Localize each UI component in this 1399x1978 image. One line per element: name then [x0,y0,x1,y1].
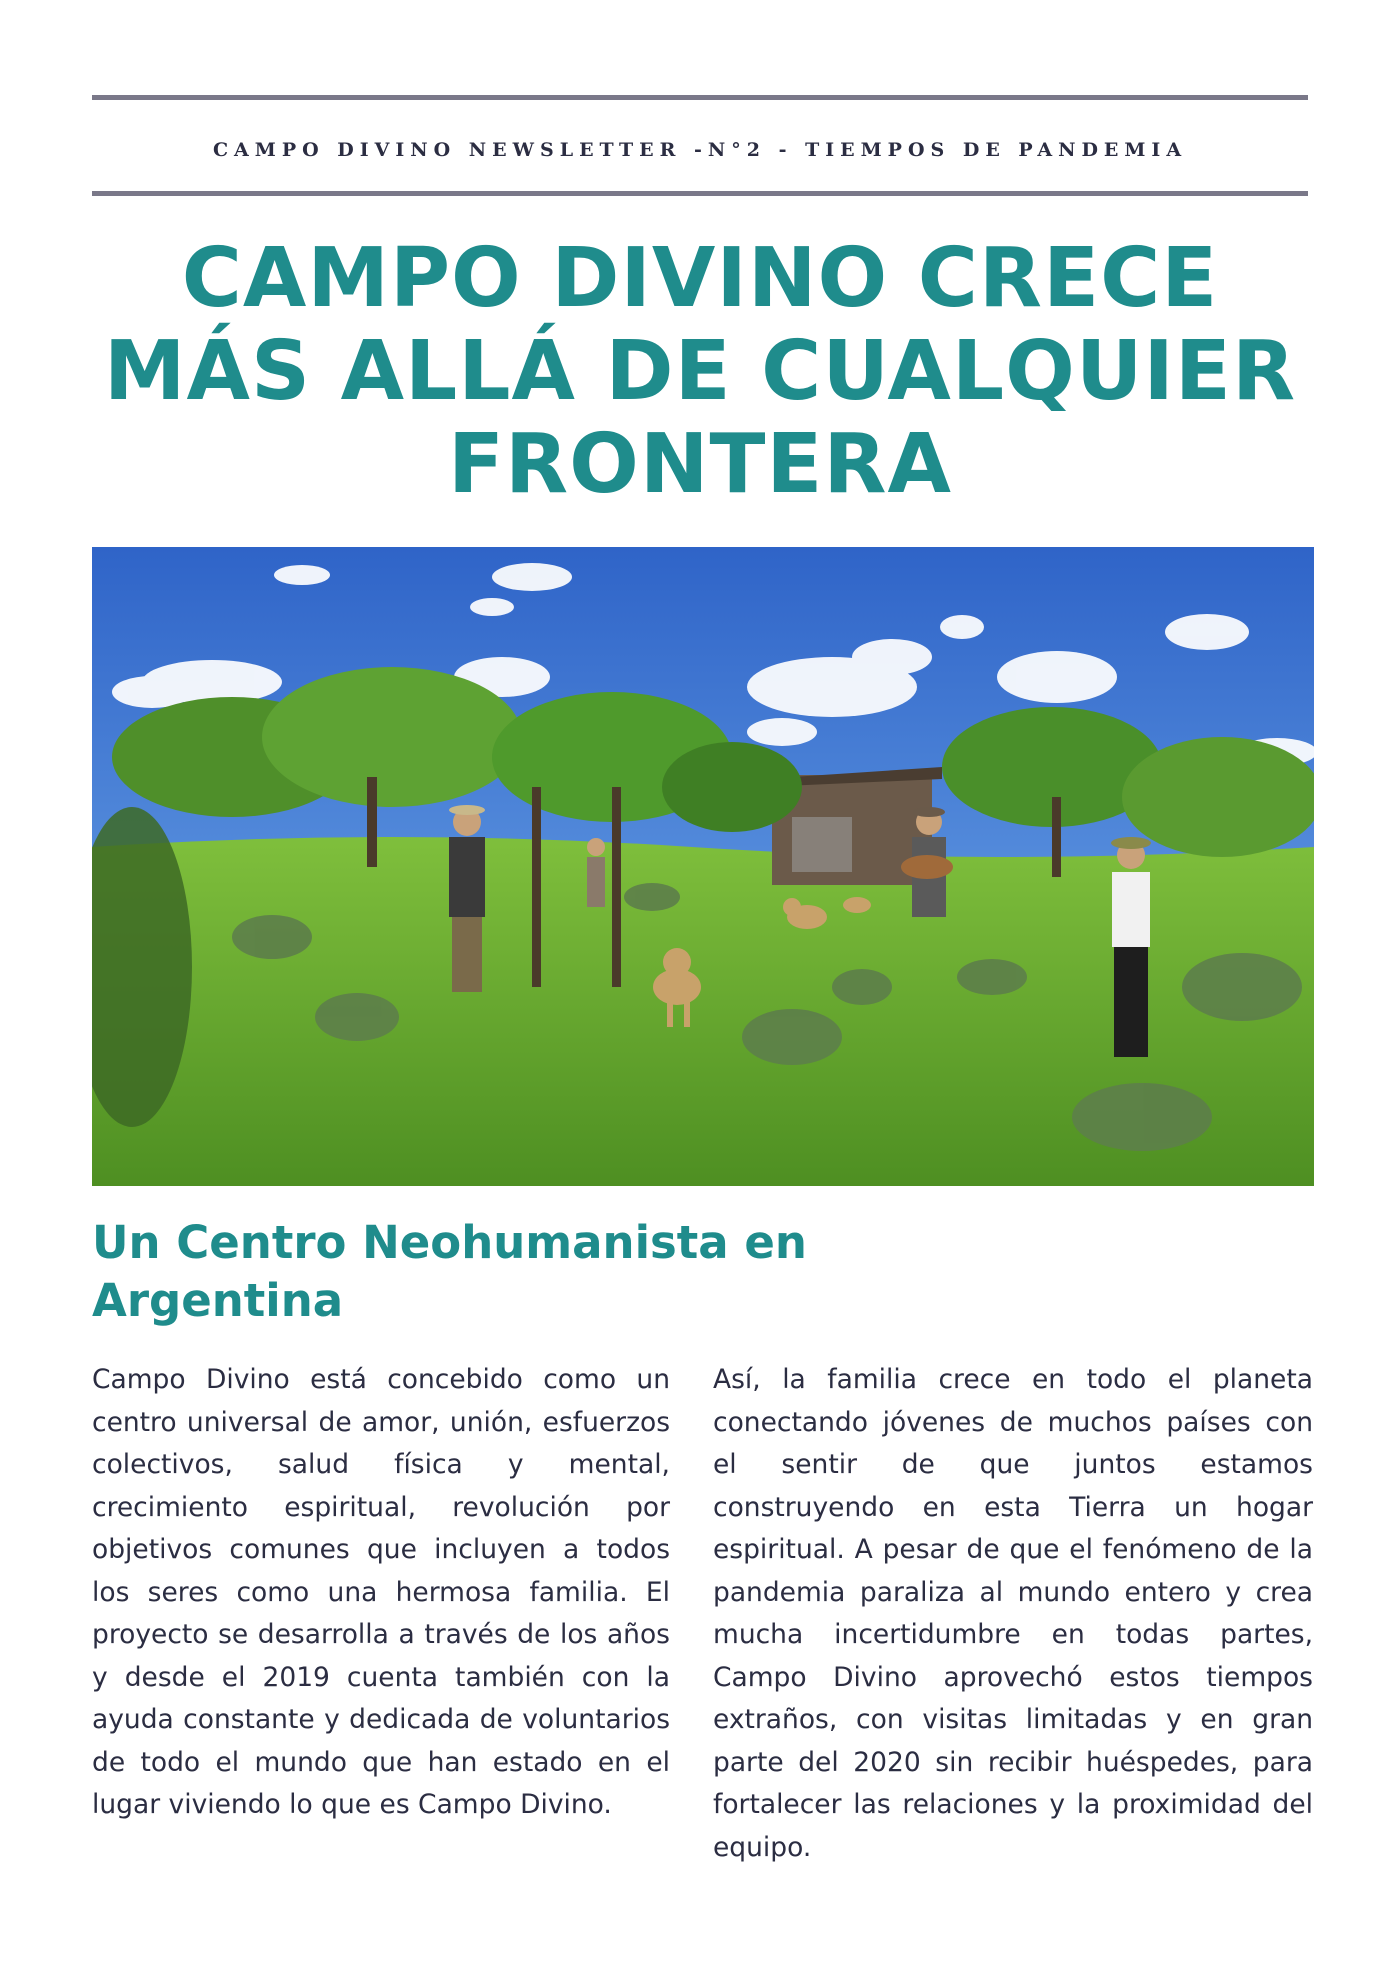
article-column-right: Así, la familia crece en todo el planeta conectando jóvenes de muchos países con el sentir de que juntos estamos construyendo en esta Tierra un hogar espiritual. A pesar de que el fenómeno de la pandemia paraliza al mundo entero y crea mucha incertidumbre en todas partes, Campo Divino aprovechó estos tiempos extraños, con visitas limitadas y en gran parte del 2020 sin recibir huéspedes, para fortalecer las relaciones y la proximidad del equipo. [713,1364,1313,1863]
bottom-rule [92,191,1308,196]
newsletter-kicker: CAMPO DIVINO NEWSLETTER -N°2 - TIEMPOS DE PANDEMIA [212,139,1188,161]
garden-scene-illustration [92,547,1314,1186]
hero-photo [92,547,1314,1186]
article-column-left: Campo Divino está concebido como un centro universal de amor, unión, esfuerzos colectivos, salud física y mental, crecimiento espiritual, revolución por objetivos comunes que incluyen a todos los seres como una hermosa familia. El proyecto se desarrolla a través de los años y desde el 2019 cuenta también con la ayuda constante y dedicada de voluntarios de todo el mundo que han estado en el lugar viviendo lo que es Campo Divino. [92,1364,670,1820]
headline: CAMPO DIVINO CRECE MÁS ALLÁ DE CUALQUIER FRONTERA [103,231,1297,512]
top-rule [92,95,1308,100]
article-subhead: Un Centro Neohumanista en Argentina [92,1216,807,1327]
